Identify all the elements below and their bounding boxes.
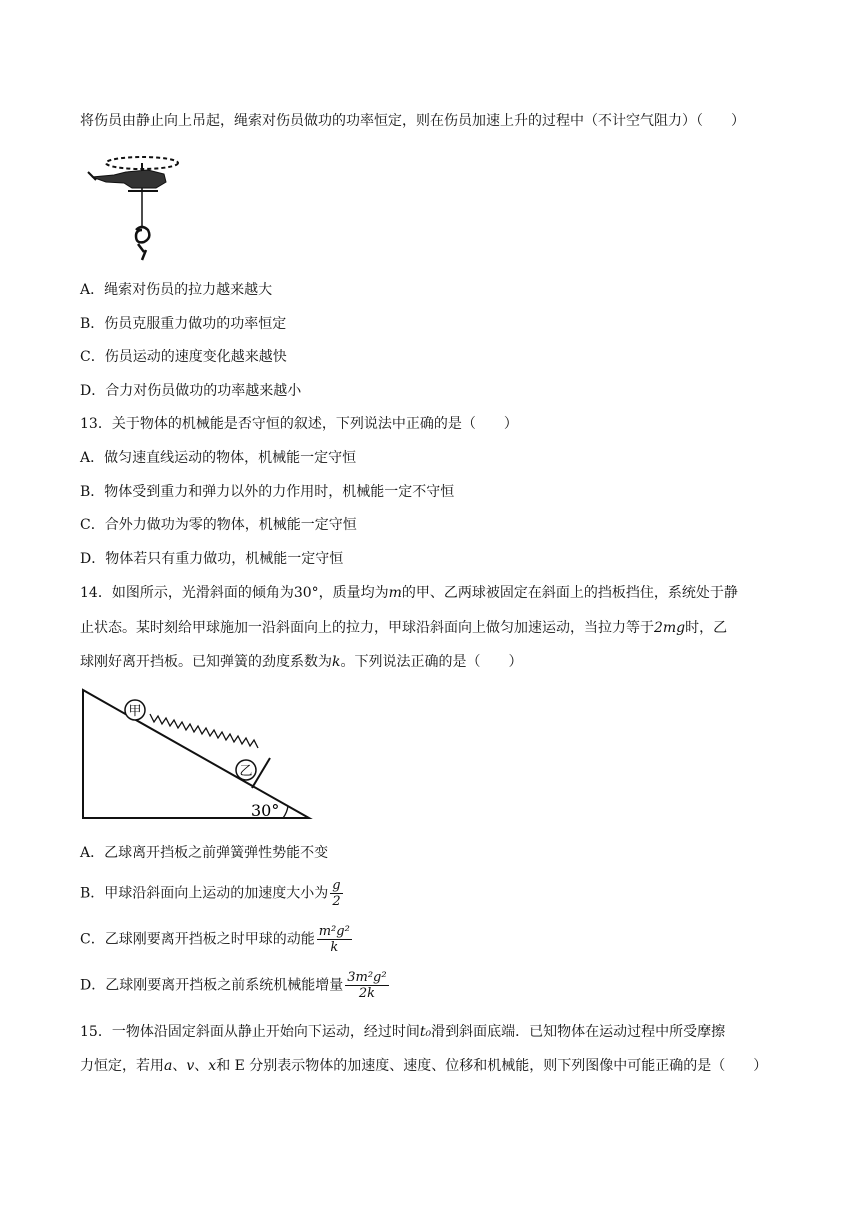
q12-option-d: D．合力对伤员做功的功率越来越小 xyxy=(80,383,302,399)
helicopter-figure xyxy=(86,150,186,268)
injured-person xyxy=(136,227,149,260)
helicopter-body xyxy=(92,170,166,188)
option-b-num: g xyxy=(332,878,341,893)
q13-option-c: C．合外力做功为零的物体，机械能一定守恒 xyxy=(80,517,357,533)
q13-option-a: A．做匀速直线运动的物体，机械能一定守恒 xyxy=(80,450,357,466)
q12-option-a: A．绳索对伤员的拉力越来越大 xyxy=(80,282,273,298)
option-b-den: 2 xyxy=(332,894,341,909)
q13-stem: 13．关于物体的机械能是否守恒的叙述，下列说法中正确的是（ ） xyxy=(80,416,518,432)
incline-figure xyxy=(80,688,320,822)
q13-option-d: D．物体若只有重力做功，机械能一定守恒 xyxy=(80,551,344,567)
incline-triangle xyxy=(83,690,309,818)
q15-line1: 15．一物体沿固定斜面从静止开始向下运动，经过时间t₀滑到斜面底端．已知物体在运动过程中所受摩擦 xyxy=(80,1024,726,1040)
q14-stem-line2: 止状态。某时刻给甲球施加一沿斜面向上的拉力，甲球沿斜面向上做匀加速运动，当拉力等于2mg时，乙 xyxy=(80,620,728,636)
option-d-den: 2k xyxy=(358,986,375,1001)
option-d-num: 3m²g² xyxy=(347,970,387,985)
q14-option-b: B．甲球沿斜面向上运动的加速度大小为 $\frac{g}{2}$ xyxy=(80,878,341,909)
q12-option-c: C．伤员运动的速度变化越来越快 xyxy=(80,349,287,365)
q14-option-a: A．乙球离开挡板之前弹簧弹性势能不变 xyxy=(80,845,329,861)
q14-option-d: D．乙球刚要离开挡板之前系统机械能增量 $\frac{\text{3m²g²}}{2k}$ xyxy=(80,970,387,1001)
intro-line: 将伤员由静止向上吊起，绳索对伤员做功的功率恒定，则在伤员加速上升的过程中（不计空气阻力）（ ） xyxy=(80,113,745,129)
q15-line2: 力恒定，若用a、v、x和 E 分别表示物体的加速度、速度、位移和机械能，则下列图像中可能正确的是（ ） xyxy=(80,1058,768,1074)
ball-jia-label: 甲 xyxy=(128,704,142,719)
spring xyxy=(150,714,258,748)
option-c-den: k xyxy=(330,940,339,955)
q14-stem-line3: 球刚好离开挡板。已知弹簧的劲度系数为k。下列说法正确的是（ ） xyxy=(80,654,523,670)
option-c-num: m²g² xyxy=(318,924,350,939)
q13-option-b: B．物体受到重力和弹力以外的力作用时，机械能一定不守恒 xyxy=(80,484,455,500)
q14-stem-line1: 14．如图所示，光滑斜面的倾角为30°，质量均为m的甲、乙两球被固定在斜面上的挡板挡住，系统处于静 xyxy=(80,585,738,601)
q14-option-c: C．乙球刚要离开挡板之时甲球的动能 $\frac{\text{m²g²}}{k}$ xyxy=(80,924,350,955)
angle-arc xyxy=(283,806,288,818)
ball-yi-label: 乙 xyxy=(239,764,253,779)
angle-label: 30° xyxy=(251,801,280,820)
q12-option-b: B．伤员克服重力做功的功率恒定 xyxy=(80,316,287,332)
